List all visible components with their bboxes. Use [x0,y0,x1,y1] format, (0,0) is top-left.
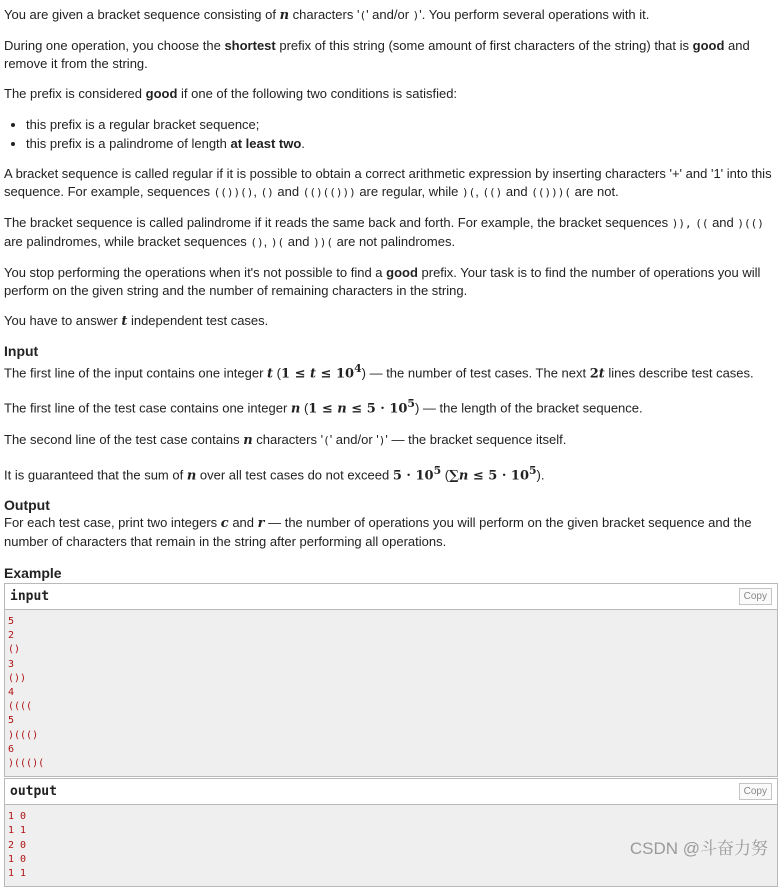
conditions-list [4,115,778,153]
input-section [4,343,778,485]
example-input-header [5,584,777,610]
task-paragraph: You stop performing the operations when it's not possible to find a good prefix. Your task is to find the number of operations you will perform on the given string and the number of remaining characters in the string. [4,265,761,298]
watermark: CSDN @斗奋力努 [629,839,768,858]
input-line-1: The first line of the input contains one integer t $(1 \le t \le 10^4)$ — the number of test cases. The next 2t lines describe test cases. [4,362,754,382]
copy-output-button[interactable]: Copy [739,783,772,800]
good-definition-paragraph: The prefix is considered good if one of the following two conditions is satisfied: [4,86,458,101]
condition-regular: • this prefix is a regular bracket sequence; [26,115,778,134]
input-line-3: The second line of the test case contains n characters '(' and/or ')' — the bracket sequence itself. [4,431,567,448]
output-line-1: For each test case, print two integers c and r — the number of operations you will perform on the given bracket sequence and the number of characters that remain in the string after performing all operations. [4,514,752,549]
output-heading: Output [4,496,50,513]
example-output-box [4,778,778,887]
input-line-4: It is guaranteed that the sum of n over all test cases do not exceed $5 \cdot 10^5$ $(\sum n \le 5 \cdot 10^5)$. [4,463,545,483]
intro-paragraph: You are given a bracket sequence consisting of n characters '(' and/or )'. You perform several operations with it. [4,7,650,23]
example-input-label: input [10,588,50,604]
condition-palindrome: • this prefix is a palindrome of length at least two. [26,134,778,153]
example-input-box [4,583,778,777]
example-input-text: 5 2 () 3 ()) 4 (((( 5 )((() 6 )((()( [8,615,45,770]
regular-definition-paragraph: A bracket sequence is called regular if it is possible to obtain a correct arithmetic expression by inserting characters '+' and '1' into this sequence. For example, sequences (())(), () and (()(())) are regular, while )(, (() and (()))( are not. [4,166,772,199]
input-heading: Input [4,343,39,359]
input-line-2: The first line of the test case contains one integer n $(1 \le n \le 5 \cdot 10^5)$ — the length of the bracket sequence. [4,397,643,417]
output-section [4,497,778,551]
copy-input-button[interactable]: Copy [739,588,772,605]
operation-paragraph: During one operation, you choose the shortest prefix of this string (some amount of first characters of the string) that is good and remove it from the string. [4,38,750,71]
example-output-header [5,779,777,805]
test-cases-paragraph: You have to answer t independent test cases. [4,313,269,329]
palindrome-definition-paragraph: The bracket sequence is called palindrome if it reads the same back and forth. For example, the bracket sequences )), (( and )(() are palindromes, while bracket sequences (), )( and ))( are not palindromes. [4,215,764,249]
example-heading: Example [4,564,62,581]
example-output-text: 1 0 1 1 2 0 1 0 1 1 [8,811,27,880]
example-output-label: output [10,784,57,800]
